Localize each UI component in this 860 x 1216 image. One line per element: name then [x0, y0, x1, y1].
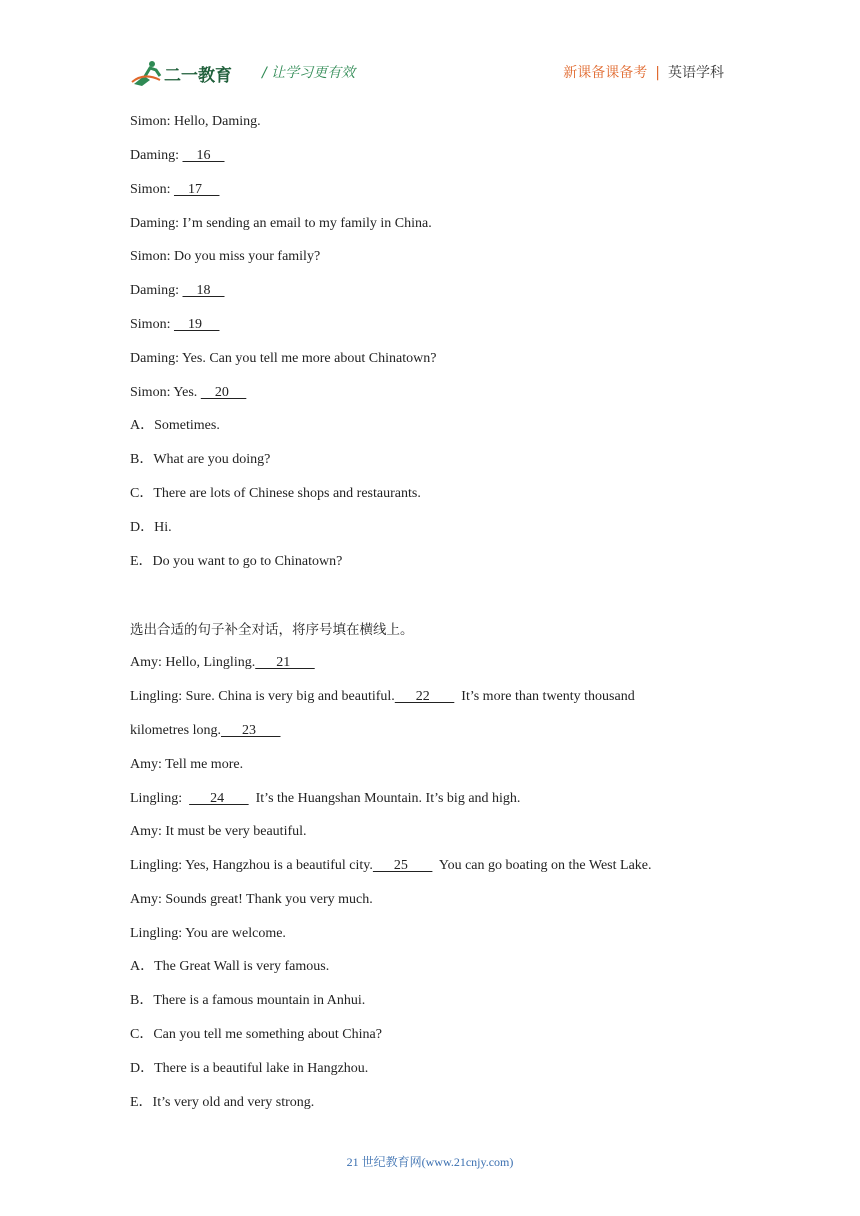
option-item: C．There are lots of Chinese shops and restaurants.	[130, 486, 421, 501]
dialogue-line	[130, 146, 225, 166]
option-item: B．What are you doing?	[130, 452, 271, 467]
dialogue-line	[130, 180, 219, 200]
dialogue-line	[130, 112, 261, 132]
dialogue-line	[130, 924, 286, 944]
answer-blank[interactable]: 22	[394, 689, 455, 704]
line-text: Lingling:	[130, 791, 190, 806]
line-text: Daming: Yes. Can you tell me more about Chinatown?	[130, 351, 437, 366]
line-text: Amy: Tell me more.	[130, 757, 244, 772]
answer-blank[interactable]: 21	[255, 655, 315, 670]
option-item: A．The Great Wall is very famous.	[130, 959, 330, 974]
line-text: kilometres long.	[130, 723, 221, 738]
line-text: It’s the Huangshan Mountain. It’s big and high.	[248, 791, 521, 806]
section-instruction: 选出合适的句子补全对话，将序号填在横线上。	[130, 622, 414, 638]
dialogue-line	[130, 214, 432, 234]
dialogue-line	[130, 247, 320, 267]
runner-logo-icon	[130, 58, 250, 88]
dialogue-line	[130, 721, 281, 741]
line-text: Amy: Hello, Lingling.	[130, 655, 256, 670]
page-header	[130, 50, 730, 94]
answer-blank[interactable]: 25	[372, 858, 433, 873]
line-text: Simon: Do you miss your family?	[130, 249, 321, 264]
line-text: Lingling: Sure. China is very big and beautiful.	[130, 689, 395, 704]
answer-blank[interactable]: 23	[221, 723, 281, 738]
line-text: Lingling: Yes, Hangzhou is a beautiful city.	[130, 858, 373, 873]
option-item: D．Hi.	[130, 520, 172, 535]
dialogue-line	[130, 383, 246, 403]
line-text: Amy: It must be very beautiful.	[130, 824, 307, 839]
dialogue-line	[130, 687, 635, 707]
answer-blank[interactable]: 17	[173, 182, 220, 197]
dialogue-line	[130, 755, 243, 775]
option-item: E．It’s very old and very strong.	[130, 1095, 315, 1110]
option-item: B．There is a famous mountain in Anhui.	[130, 993, 366, 1008]
line-text: Amy: Sounds great! Thank you very much.	[130, 892, 373, 907]
line-text: Simon:	[130, 317, 174, 332]
option-item: C．Can you tell me something about China?	[130, 1027, 382, 1042]
page-footer: 21 世纪教育网(www.21cnjy.com)	[346, 1155, 514, 1169]
dialogue-line	[130, 653, 315, 673]
option-item: A．Sometimes.	[130, 418, 220, 433]
header-separator: |	[655, 65, 660, 81]
subject-label: 英语学科	[668, 65, 724, 81]
line-text: Simon:	[130, 182, 174, 197]
dialogue-line	[130, 349, 436, 369]
answer-blank[interactable]: 24	[189, 791, 249, 806]
slogan: / 让学习更有效	[262, 65, 356, 81]
dialogue-line	[130, 856, 652, 876]
line-text: Daming:	[130, 283, 183, 298]
line-text: Simon: Hello, Daming.	[130, 114, 261, 129]
dialogue-line	[130, 890, 373, 910]
answer-blank[interactable]: 18	[182, 283, 225, 298]
answer-blank[interactable]: 16	[182, 148, 225, 163]
header-right	[563, 62, 724, 82]
line-text: Simon: Yes.	[130, 385, 201, 400]
line-text: It’s more than twenty thousand	[454, 689, 635, 704]
answer-blank[interactable]: 19	[173, 317, 220, 332]
svg-text:二一教育: 二一教育	[164, 66, 232, 86]
dialogue-line	[130, 822, 307, 842]
line-text: Daming:	[130, 148, 183, 163]
logo	[130, 58, 250, 88]
line-text: You can go boating on the West Lake.	[432, 858, 652, 873]
line-text: Lingling: You are welcome.	[130, 926, 286, 941]
dialogue-line	[130, 281, 225, 301]
line-text: Daming: I’m sending an email to my family in China.	[130, 216, 432, 231]
option-item: D．There is a beautiful lake in Hangzhou.	[130, 1061, 369, 1076]
answer-blank[interactable]: 20	[200, 385, 247, 400]
dialogue-line	[130, 789, 520, 809]
dialogue-line	[130, 315, 219, 335]
option-item: E．Do you want to go to Chinatown?	[130, 554, 343, 569]
course-label: 新课备课备考	[563, 65, 648, 81]
